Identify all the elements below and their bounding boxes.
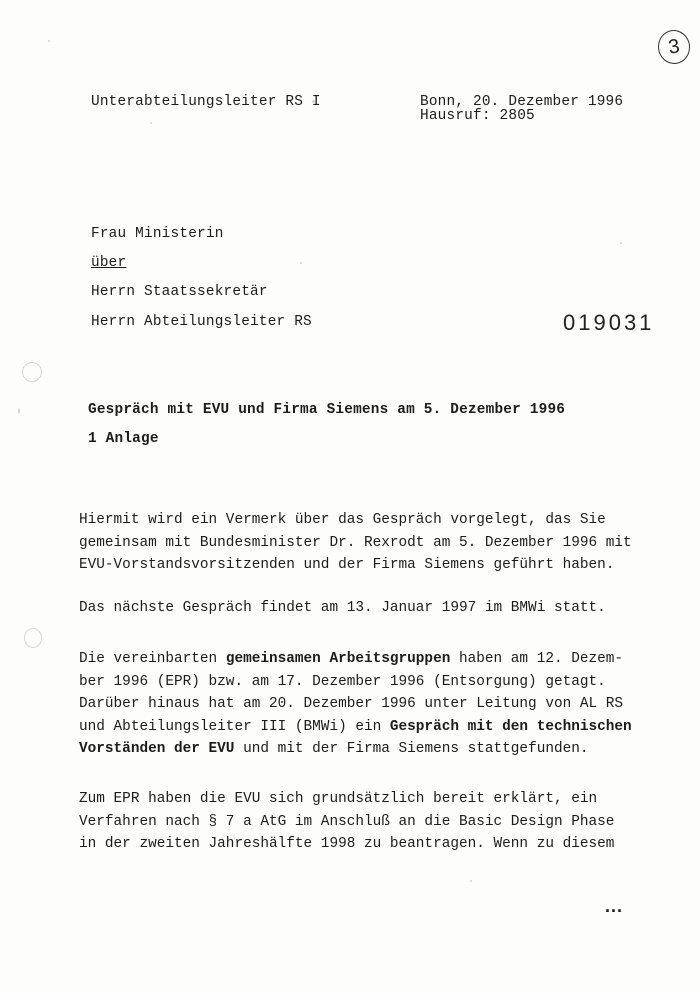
text-line [79,738,639,761]
place-date: Bonn, 20. Dezember 1996 [420,94,624,110]
enclosure-line: 1 Anlage [88,431,159,447]
addressee-state-secretary: Herrn Staatssekretär [91,284,268,300]
text-line: EVU-Vorstandsvorsitzenden und der Firma Siemens geführt haben. [79,557,615,573]
paragraph-3 [79,648,639,761]
text-line: Hiermit wird ein Vermerk über das Gespräch vorgelegt, das Sie [79,512,606,528]
sender-line: Unterabteilungsleiter RS I [91,94,321,110]
scan-speck [150,122,152,124]
addressee-minister: Frau Ministerin [91,226,224,242]
text-run-bold: Gespräch mit den technischen [389,718,632,735]
text-run-bold: gemeinsamen Arbeitsgruppen [225,651,451,667]
page-number-circled: 3 [656,28,692,66]
text-line: ber 1996 (EPR) bzw. am 17. Dezember 1996 (Entsorgung) getagt. [79,673,606,690]
scan-speck [300,262,302,264]
text-run: haben am 12. Dezem- [450,651,624,667]
text-run: Die vereinbarten [79,651,226,667]
text-line: in der zweiten Jahreshälfte 1998 zu beantragen. Wenn zu diesem [79,836,615,852]
paragraph-4 [79,788,639,856]
scan-speck [470,880,472,882]
text-run: und Abteilungsleiter III (BMWi) ein [79,718,390,735]
continuation-dots: ... [605,896,624,916]
scan-speck [18,408,20,414]
text-line: Das nächste Gespräch findet am 13. Januar 1997 im BMWi statt. [79,600,606,616]
scan-speck [312,100,315,103]
extension: Hausruf: 2805 [420,108,535,124]
scan-speck [48,40,50,42]
punch-hole-mark [22,362,42,382]
text-line: Darüber hinaus hat am 20. Dezember 1996 unter Leitung von AL RS [79,696,624,712]
text-line [79,648,639,671]
paragraph-1 [79,509,639,577]
text-run-bold: Vorständen der EVU [79,741,235,757]
document-number-stamp: 019031 [563,310,655,335]
scan-speck [620,242,622,244]
text-line: Verfahren nach § 7 a AtG im Anschluß an die Basic Design Phase [79,813,615,830]
text-line: gemeinsam mit Bundesminister Dr. Rexrodt am 5. Dezember 1996 mit [79,534,632,551]
addressee-via: über [91,255,127,271]
subject-line: Gespräch mit EVU und Firma Siemens am 5. Dezember 1996 [88,402,566,418]
punch-hole-mark [24,628,42,648]
text-run: und mit der Firma Siemens stattgefunden. [234,741,589,757]
paragraph-2 [79,597,639,620]
addressee-department-head: Herrn Abteilungsleiter RS [91,314,312,330]
text-line: Zum EPR haben die EVU sich grundsätzlich bereit erklärt, ein [79,791,598,807]
text-line [79,716,639,739]
